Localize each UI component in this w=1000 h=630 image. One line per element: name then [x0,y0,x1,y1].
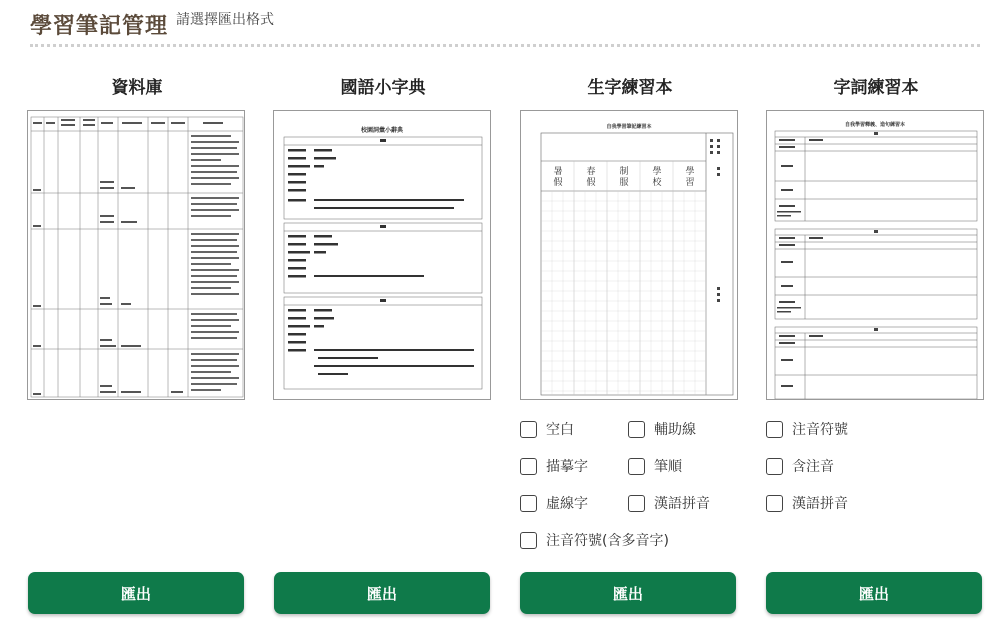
workbook-practice-character: 服 [619,178,629,188]
workbook-practice-character: 學 [685,167,695,177]
page-title: 學習筆記管理 [30,14,169,39]
checkbox[interactable] [766,421,783,438]
option-guide-lines[interactable]: 輔助線 [628,418,740,440]
workbook-practice-character: 學 [652,167,662,177]
option-hanyu-pinyin[interactable]: 漢語拼音 [628,492,740,514]
workbook-practice-character: 春 [586,167,596,177]
dictionary-preview-image [273,110,491,400]
column-title: 生字練習本 [587,78,673,98]
option-zhuyin[interactable]: 注音符號 [766,418,986,440]
workbook-practice-character: 校 [652,178,662,188]
format-column-character-workbook [520,70,740,551]
option-stroke-order[interactable]: 筆順 [628,455,740,477]
column-title: 資料庫 [111,78,163,98]
checkbox[interactable] [628,495,645,512]
workbook-practice-character: 暑 [553,167,563,177]
option-blank[interactable]: 空白 [520,418,628,440]
dictionary-preview-heading: 校園詞彙小辭典 [360,127,403,134]
character-workbook-preview-image [520,110,738,400]
option-zhuyin-polyphonic[interactable]: 注音符號(含多音字) [520,529,740,551]
checkbox[interactable] [766,458,783,475]
workbook-practice-character: 假 [553,178,563,188]
option-dashed-characters[interactable]: 虛線字 [520,492,628,514]
dotted-divider [30,44,980,47]
option-hanyu-pinyin[interactable]: 漢語拼音 [766,492,986,514]
word-workbook-options [766,418,986,514]
checkbox[interactable] [766,495,783,512]
option-with-zhuyin[interactable]: 含注音 [766,455,986,477]
character-workbook-options [520,418,740,551]
column-title: 國語小字典 [340,78,426,98]
checkbox[interactable] [520,495,537,512]
format-column-dictionary [273,70,493,400]
workbook-preview-heading: 自我學習筆記練習本 [606,124,652,130]
format-column-word-workbook [766,70,986,514]
option-tracing[interactable]: 描摹字 [520,455,628,477]
word-workbook-preview-image [766,110,984,400]
format-column-database [27,70,247,400]
column-title: 字詞練習本 [833,78,919,98]
workbook-practice-character: 制 [619,167,629,177]
workbook-practice-character: 假 [586,178,596,188]
workbook-practice-character: 習 [685,178,695,188]
export-dictionary-button[interactable]: 匯出 [274,572,490,614]
checkbox[interactable] [520,532,537,549]
page-header [30,8,274,46]
checkbox[interactable] [520,421,537,438]
export-database-button[interactable]: 匯出 [28,572,244,614]
checkbox[interactable] [520,458,537,475]
checkbox[interactable] [628,458,645,475]
page-subtitle: 請選擇匯出格式 [176,12,275,28]
database-preview-image [27,110,245,400]
checkbox[interactable] [628,421,645,438]
export-word-workbook-button[interactable]: 匯出 [766,572,982,614]
export-character-workbook-button[interactable]: 匯出 [520,572,736,614]
wordbook-preview-heading: 自我學習釋義、造句練習本 [844,122,905,128]
